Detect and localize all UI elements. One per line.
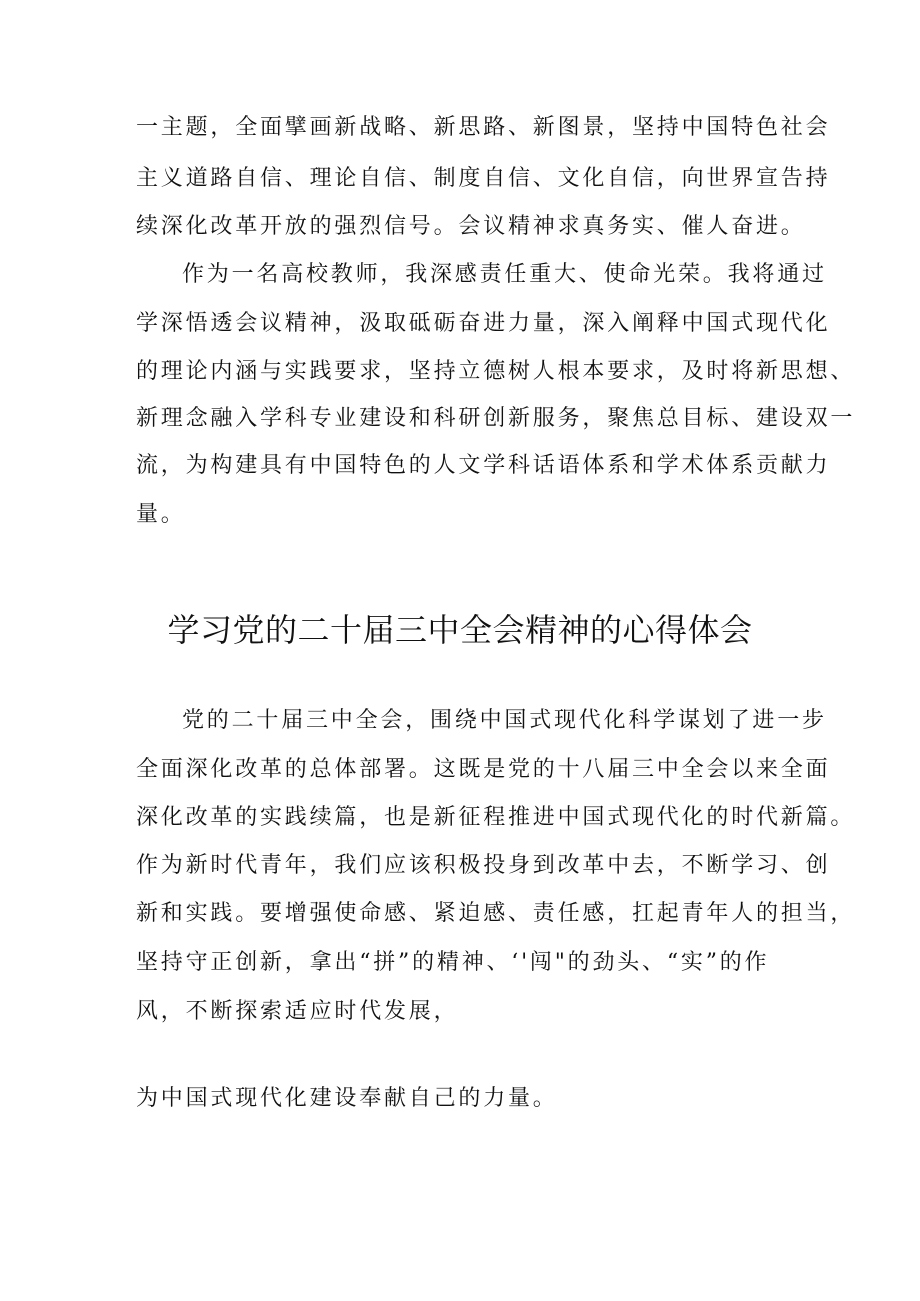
paragraph-line: 流，为构建具有中国特色的人文学科话语体系和学术体系贡献力: [136, 453, 831, 478]
paragraph-line: 新理念融入学科专业建设和科研创新服务，聚焦总目标、建设双一: [136, 406, 856, 431]
paragraph-line: 新和实践。要增强使命感、紧迫感、责任感，扛起青年人的担当，: [136, 901, 856, 926]
paragraph-line: 的理论内涵与实践要求，坚持立德树人根本要求，及时将新思想、: [136, 359, 856, 384]
paragraph-line: 作为新时代青年，我们应该积极投身到改革中去，不断学习、创: [136, 853, 831, 878]
paragraph-line: 党的二十届三中全会，围绕中国式现代化科学谋划了进一步: [182, 708, 827, 733]
paragraph-line: 深化改革的实践续篇，也是新征程推进中国式现代化的时代新篇。: [136, 805, 856, 830]
paragraph-line: 主义道路自信、理论自信、制度自信、文化自信，向世界宣告持: [136, 166, 831, 191]
paragraph-line: 全面深化改革的总体部署。这既是党的十八届三中全会以来全面: [136, 757, 831, 782]
paragraph-line: 学深悟透会议精神，汲取砥砺奋进力量，深入阐释中国式现代化: [136, 311, 831, 336]
paragraph-line: 坚持守正创新，拿出“拼”的精神、‘'闯"的劲头、“实”的作: [136, 950, 770, 975]
paragraph-line: 量。: [136, 502, 186, 527]
paragraph-line: 风，不断探索适应时代发展，: [136, 999, 459, 1024]
page-title: 学习党的二十届三中全会精神的心得体会: [167, 611, 753, 649]
paragraph-line: 续深化改革开放的强烈信号。会议精神求真务实、催人奋进。: [136, 214, 806, 239]
paragraph-line: 为中国式现代化建设奉献自己的力量。: [136, 1086, 558, 1111]
paragraph-line: 作为一名高校教师，我深感责任重大、使命光荣。我将通过: [182, 262, 827, 287]
paragraph-line: 一主题，全面擘画新战略、新思路、新图景，坚持中国特色社会: [136, 115, 831, 140]
